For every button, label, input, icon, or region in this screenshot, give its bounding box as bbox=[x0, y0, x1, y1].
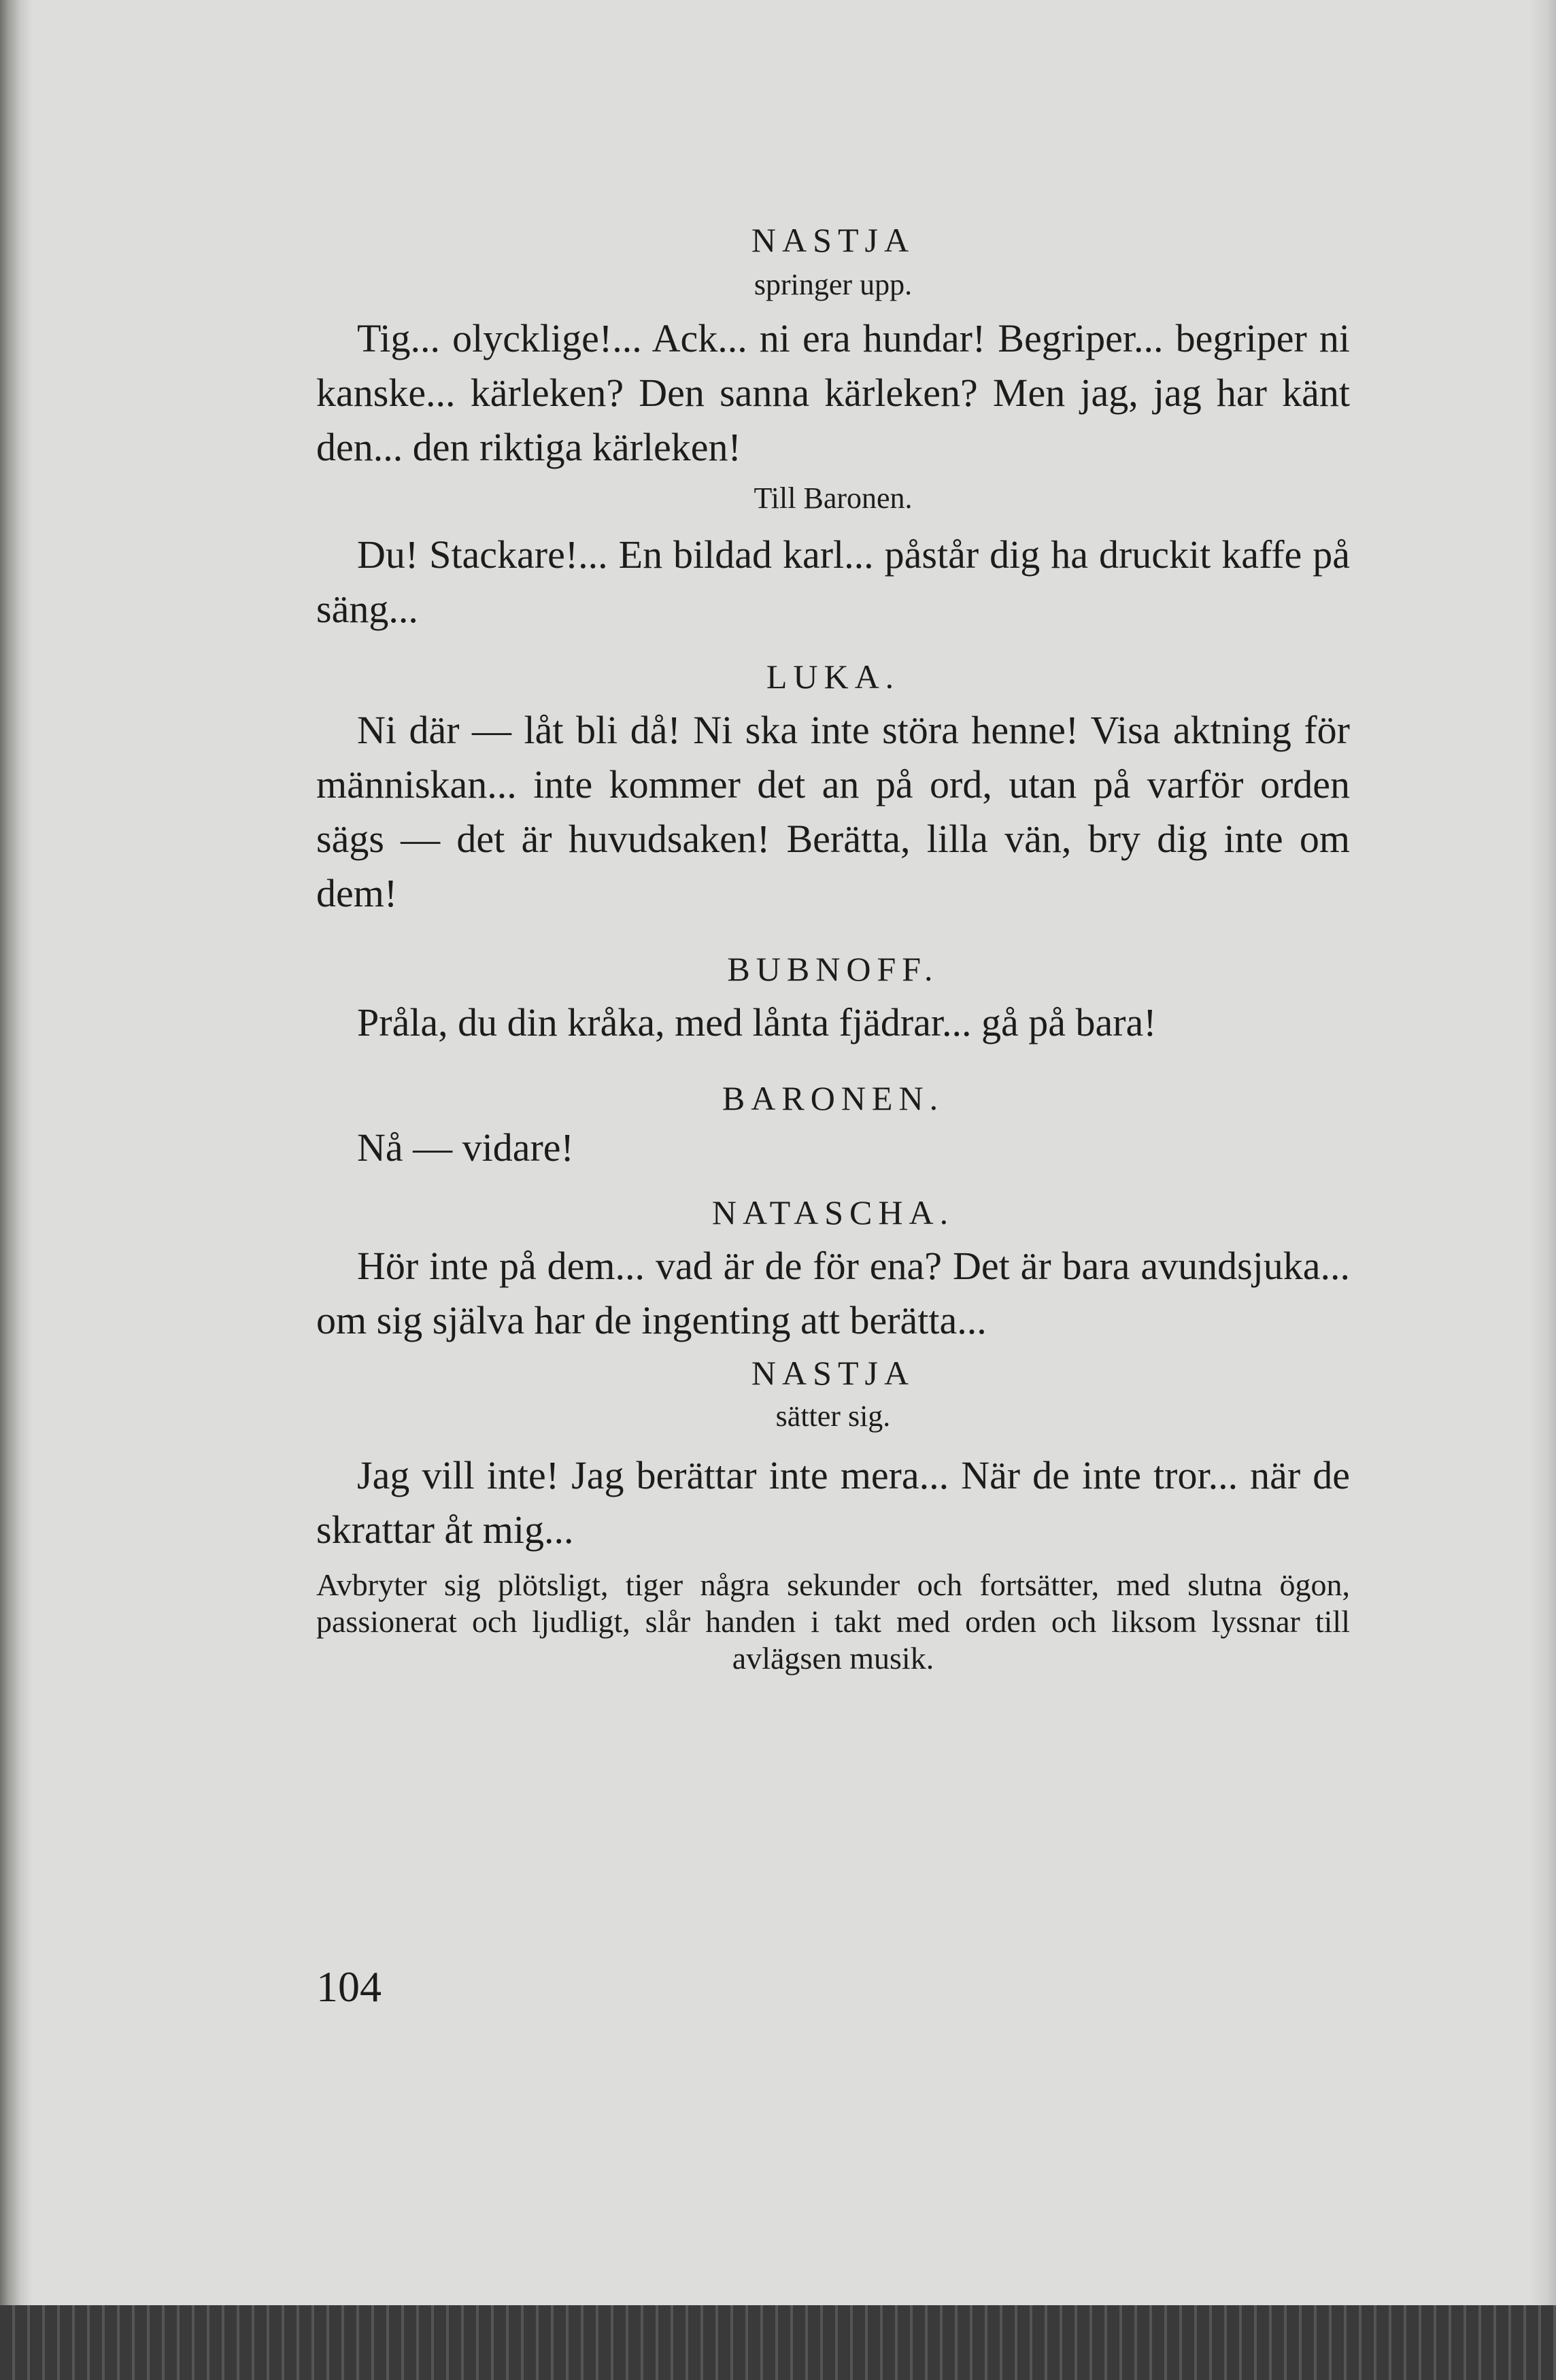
stage-direction: springer upp. bbox=[754, 268, 913, 301]
dialogue-line: Ni där — låt bli då! Ni ska inte störa henne! Visa aktning för människan... inte kommer det an på ord, utan på varför orden sägs — det är huvudsaken! Berätta, lilla vän, bry dig inte om dem! bbox=[316, 708, 1350, 915]
scan-background-strip bbox=[0, 2305, 1556, 2380]
speaker-name: LUKA. bbox=[766, 658, 900, 696]
stage-direction: sätter sig. bbox=[775, 1399, 891, 1433]
speaker-name: BARONEN. bbox=[722, 1079, 945, 1117]
page-number: 104 bbox=[316, 1962, 382, 2011]
dialogue-line: Nå — vidare! bbox=[357, 1125, 574, 1170]
speaker-name: NASTJA bbox=[751, 221, 915, 259]
stage-direction-long: Avbryter sig plötsligt, tiger några sekunder och fortsätter, med slutna ögon, passionerat och ljudligt, slår handen i takt med orden och liksom lyssnar till avlägsen musik. bbox=[316, 1567, 1350, 1676]
dialogue-line: Du! Stackare!... En bildad karl... påstår dig ha druckit kaffe på säng... bbox=[316, 532, 1350, 631]
dialogue-line: Pråla, du din kråka, med lånta fjädrar... gå på bara! bbox=[357, 1000, 1157, 1044]
dialogue-line: Hör inte på dem... vad är de för ena? Det är bara avundsjuka... om sig själva har de ingenting att berätta... bbox=[316, 1244, 1350, 1342]
speaker-name: BUBNOFF. bbox=[727, 950, 939, 988]
speaker-name: NATASCHA. bbox=[711, 1193, 955, 1231]
speaker-name: NASTJA bbox=[751, 1354, 915, 1392]
play-text bbox=[316, 218, 1350, 1677]
book-spine-shadow bbox=[0, 0, 33, 2305]
dialogue-line: Tig... olycklige!... Ack... ni era hundar! Begriper... begriper ni kanske... kärleken? Den sanna kärleken? Men jag, jag har känt den... den riktiga kärleken! bbox=[316, 316, 1350, 469]
page-edge-shadow bbox=[1529, 0, 1556, 2305]
stage-direction: Till Baronen. bbox=[754, 481, 913, 515]
dialogue-line: Jag vill inte! Jag berättar inte mera... När de inte tror... när de skrattar åt mig... bbox=[316, 1453, 1350, 1552]
